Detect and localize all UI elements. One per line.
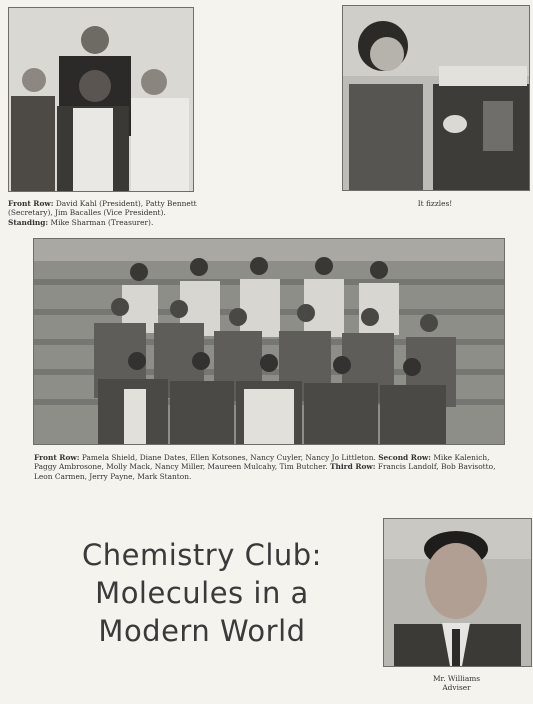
officers-standing-label: Standing:	[8, 217, 49, 227]
group-third-label: Third Row:	[330, 462, 376, 472]
group-front-label: Front Row:	[34, 453, 80, 462]
officers-standing-names: Mike Sharman (Treasurer).	[48, 217, 154, 227]
title-line-2: Molecules in a	[95, 576, 309, 610]
officers-caption	[8, 199, 198, 227]
officers-front-names: David Kahl (President), Patty Bennett (Secretary), Jim Bacalles (Vice President).	[8, 199, 197, 218]
group-second-names: Mike Kalenich, Paggy Ambrosone, Molly Mack, Nancy Miller, Maureen Mulcahy, Tim Butcher.	[34, 453, 490, 472]
group-third-names: Francis Landolf, Bob Bavisotto, Leon Carmen, Jerry Payne, Mark Stanton.	[34, 462, 496, 481]
group-front-names: Pamela Shield, Diane Dates, Ellen Kotsones, Nancy Cuyler, Nancy Jo Littleton.	[79, 453, 379, 462]
page-title	[52, 536, 352, 650]
lab-caption: It fizzles!	[417, 199, 453, 208]
officers-front-label: Front Row:	[8, 199, 54, 208]
adviser-role: Adviser	[442, 683, 471, 693]
group-caption	[34, 453, 509, 481]
lab-photo	[342, 5, 530, 191]
title-line-3: Modern World	[98, 614, 306, 648]
adviser-name: Mr. Williams	[432, 674, 481, 683]
title-line-1: Chemistry Club:	[82, 538, 322, 572]
group-second-label: Second Row:	[378, 453, 431, 462]
group-photo	[33, 238, 505, 445]
adviser-photo	[383, 518, 532, 667]
adviser-caption	[383, 674, 530, 693]
officers-photo	[8, 7, 194, 192]
